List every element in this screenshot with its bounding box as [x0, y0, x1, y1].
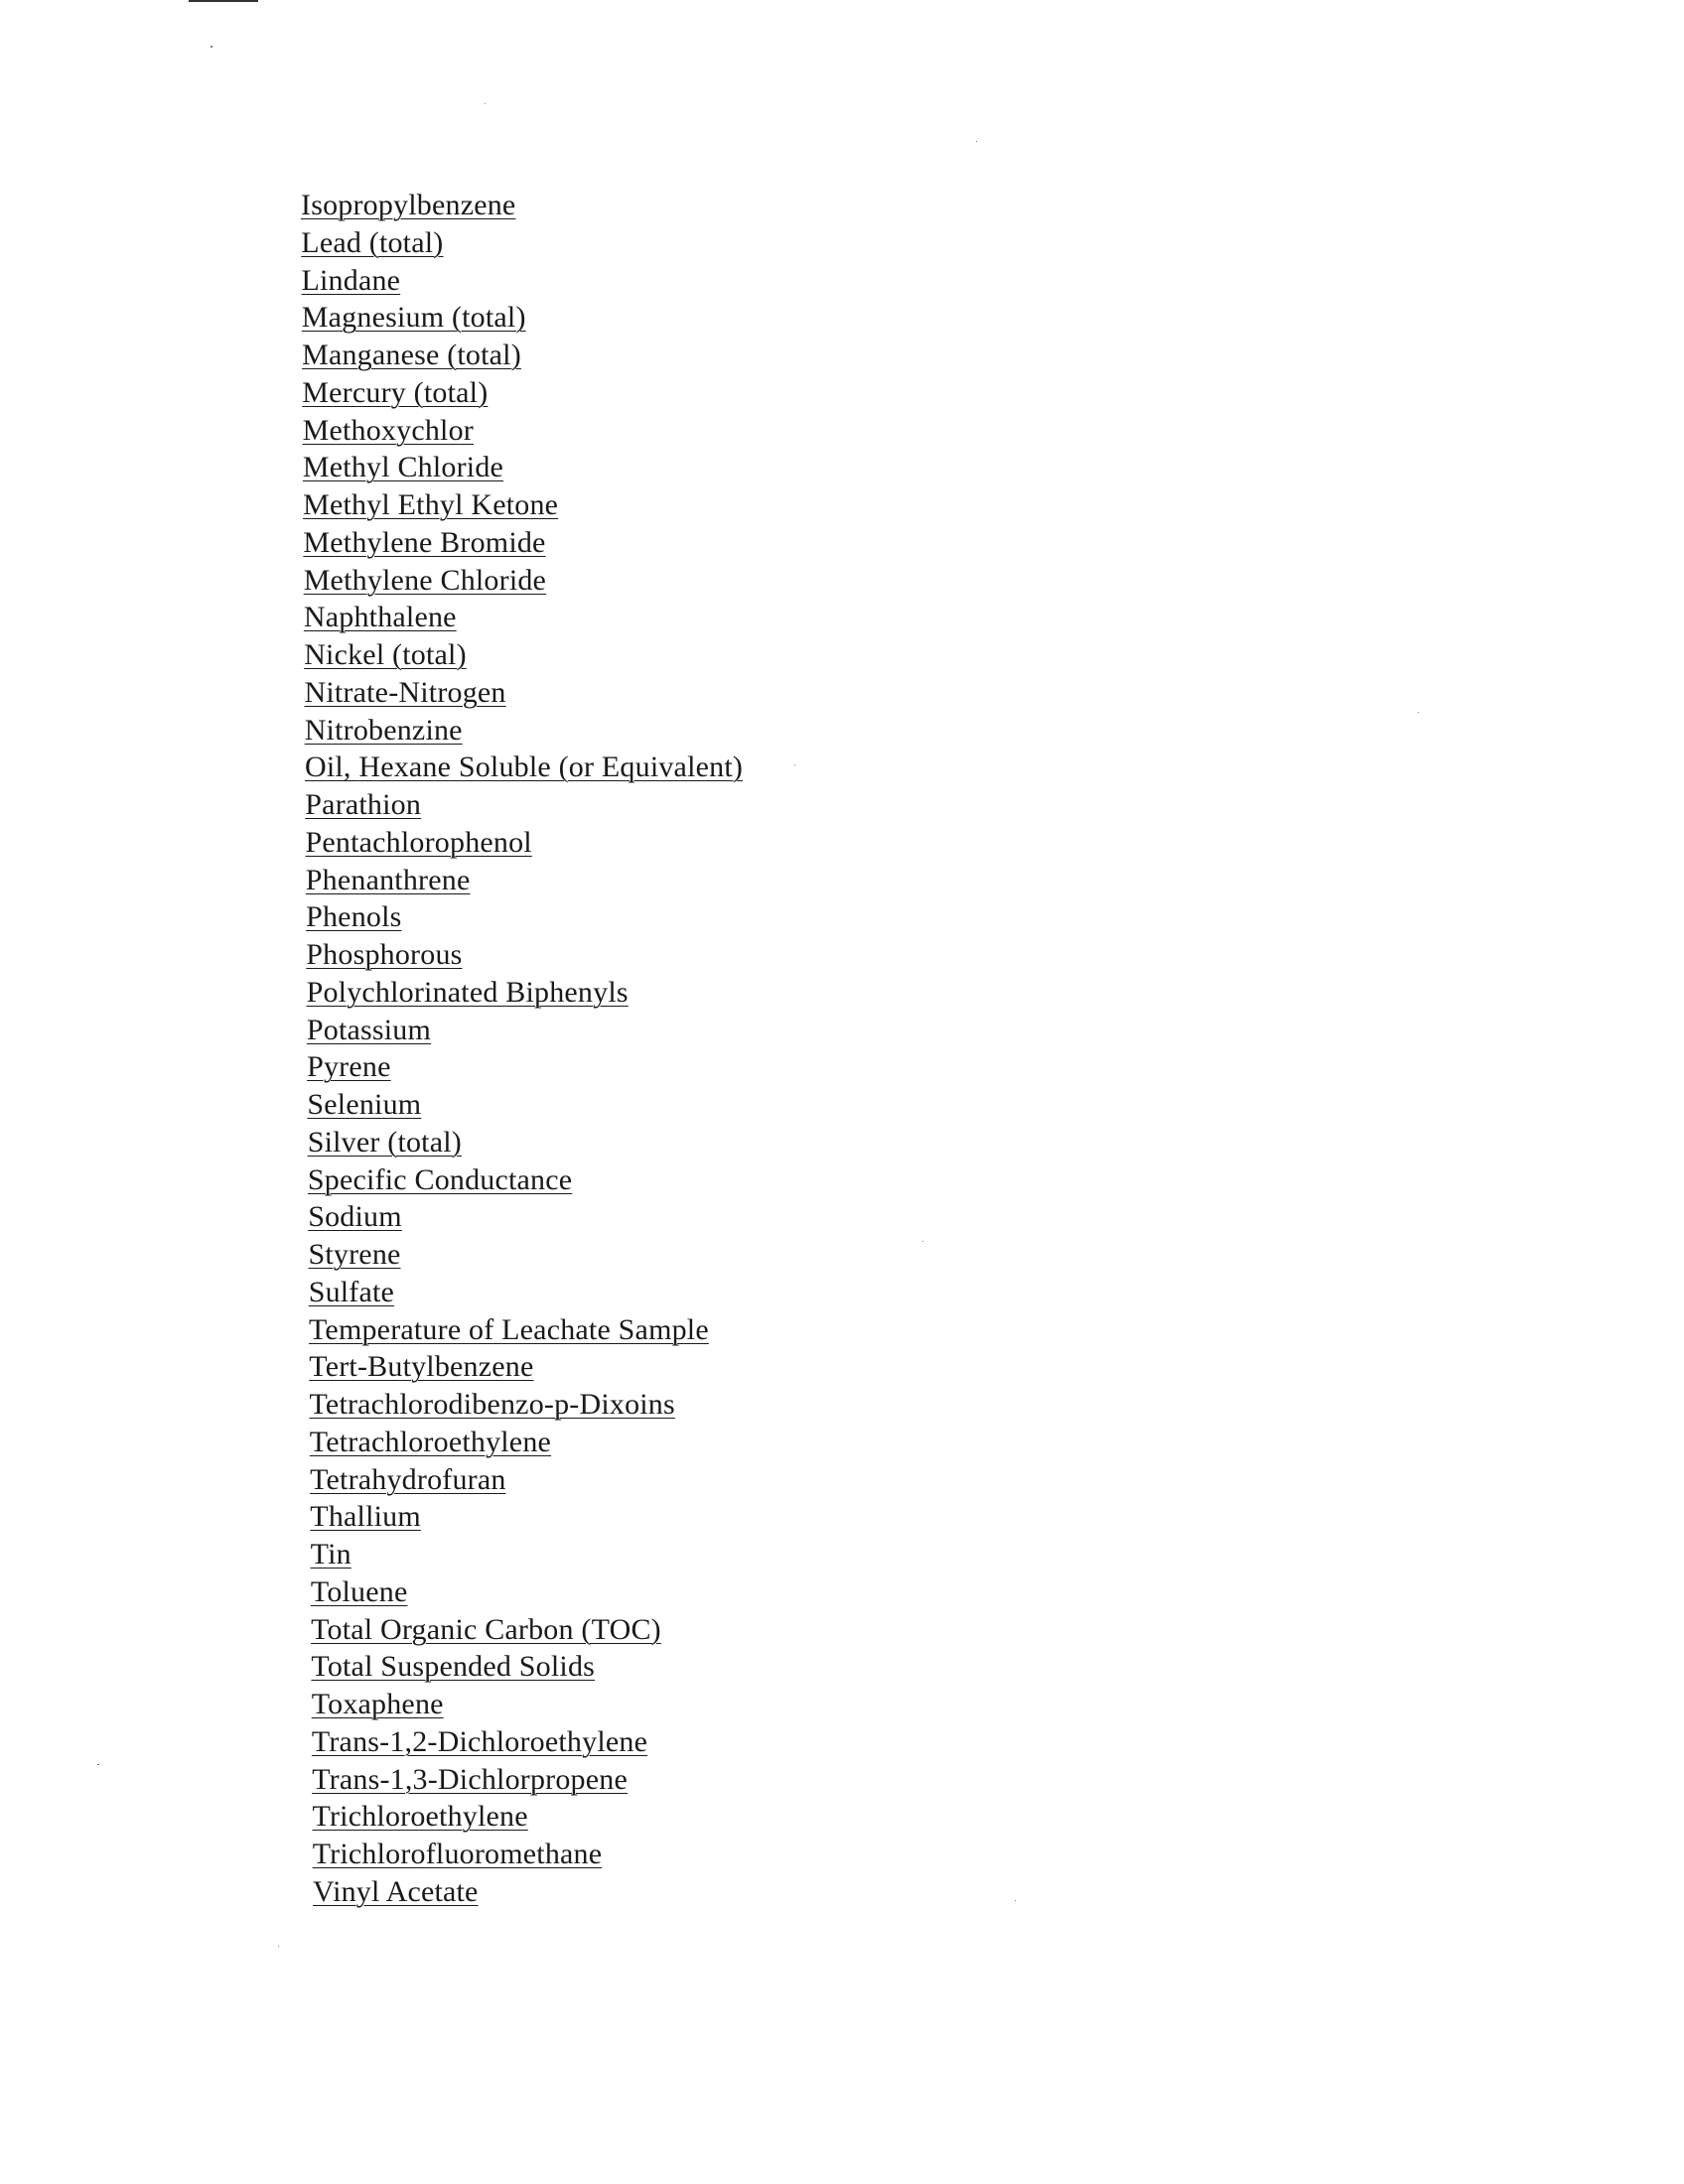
analyte-item [0, 299, 1192, 337]
analyte-item [0, 1536, 1192, 1573]
analyte-name: Manganese (total) [302, 339, 521, 371]
analyte-item [0, 262, 1192, 300]
analyte-item [0, 862, 1192, 899]
analyte-name: Pyrene [307, 1050, 391, 1084]
analyte-item [0, 1498, 1192, 1536]
analyte-item [0, 898, 1192, 936]
analyte-name: Tetrahydrofuran [310, 1462, 506, 1496]
analyte-name: Nitrate-Nitrogen [304, 675, 506, 709]
analyte-item [0, 1236, 1192, 1274]
analyte-item [0, 599, 1192, 636]
analyte-name: Methyl Ethyl Ketone [303, 488, 559, 521]
analyte-item [0, 1086, 1192, 1124]
analyte-name: Methylene Bromide [303, 525, 546, 559]
analyte-name: Specific Conductance [307, 1162, 573, 1196]
analyte-name: Polychlorinated Biphenyls [306, 975, 629, 1009]
analyte-item [0, 1461, 1192, 1499]
analyte-name: Total Suspended Solids [311, 1650, 596, 1684]
analyte-item [0, 562, 1192, 600]
analyte-name: Isopropylbenzene [301, 189, 516, 221]
analyte-item [0, 1198, 1192, 1236]
analyte-name: Tin [310, 1538, 351, 1570]
analyte-name: Potassium [306, 1013, 432, 1046]
analyte-item [0, 1573, 1192, 1611]
analyte-item [0, 1648, 1192, 1686]
analyte-name: Toluene [310, 1574, 408, 1608]
analyte-item [0, 749, 1192, 786]
analyte-name: Phosphorous [306, 938, 463, 971]
analyte-item [0, 1836, 1192, 1873]
analyte-name: Phenanthrene [305, 863, 471, 896]
analyte-item [0, 786, 1192, 824]
analyte-name: Trichloroethylene [312, 1800, 528, 1834]
analyte-item [0, 374, 1192, 412]
analyte-name: Tetrachloroethylene [309, 1425, 552, 1458]
analyte-item [0, 1686, 1192, 1723]
scan-speck [485, 103, 486, 104]
analyte-item [0, 1611, 1192, 1649]
analyte-item [0, 1761, 1192, 1799]
analyte-item [0, 712, 1192, 750]
analyte-item [0, 1161, 1192, 1199]
analyte-item [0, 824, 1192, 862]
analyte-item [0, 486, 1192, 524]
analyte-item [0, 1012, 1192, 1049]
analyte-name: Pentachlorophenol [305, 825, 532, 859]
analyte-name: Toxaphene [311, 1688, 444, 1720]
analyte-item [0, 1124, 1192, 1161]
analyte-name: Trans-1,3-Dichlorpropene [312, 1762, 628, 1796]
scan-speck [210, 46, 212, 48]
analyte-name: Phenols [306, 900, 402, 934]
analyte-name: Lead (total) [301, 225, 444, 259]
analyte-name: Total Organic Carbon (TOC) [311, 1612, 661, 1646]
analyte-item [0, 187, 1192, 224]
analyte-item [0, 337, 1192, 374]
analyte-item [0, 1386, 1192, 1424]
analyte-list [0, 187, 1192, 1911]
analyte-item [0, 1873, 1192, 1911]
analyte-name: Lindane [301, 263, 401, 297]
analyte-name: Methyl Chloride [302, 451, 504, 484]
analyte-item [0, 412, 1192, 450]
analyte-name: Selenium [307, 1088, 422, 1121]
analyte-name: Trans-1,2-Dichloroethylene [311, 1724, 648, 1758]
analyte-item [0, 974, 1192, 1012]
analyte-name: Parathion [305, 788, 422, 821]
analyte-name: Nitrobenzine [304, 713, 463, 747]
analyte-name: Sodium [308, 1200, 402, 1234]
analyte-item [0, 224, 1192, 262]
analyte-item [0, 636, 1192, 674]
analyte-name: Tetrachlorodibenzo-p-Dixoins [309, 1388, 675, 1421]
analyte-item [0, 1274, 1192, 1311]
analyte-item [0, 1048, 1192, 1086]
analyte-item [0, 1424, 1192, 1461]
analyte-name: Methoxychlor [302, 413, 474, 447]
analyte-item [0, 936, 1192, 974]
analyte-name: Tert-Butylbenzene [309, 1350, 534, 1384]
top-rule-mark [189, 0, 258, 2]
analyte-name: Naphthalene [303, 601, 457, 634]
scan-speck [278, 1946, 279, 1947]
scan-speck [976, 141, 977, 142]
analyte-name: Thallium [310, 1500, 421, 1534]
scan-speck [1418, 712, 1419, 713]
analyte-item [0, 1311, 1192, 1349]
analyte-name: Silver (total) [307, 1125, 462, 1159]
analyte-item [0, 1723, 1192, 1761]
analyte-name: Nickel (total) [304, 638, 467, 671]
analyte-name: Sulfate [308, 1275, 395, 1308]
analyte-name: Vinyl Acetate [313, 1874, 479, 1908]
analyte-name: Magnesium (total) [301, 301, 526, 335]
analyte-name: Mercury (total) [302, 375, 489, 409]
analyte-item [0, 1348, 1192, 1386]
analyte-item [0, 674, 1192, 712]
analyte-name: Styrene [308, 1238, 401, 1271]
analyte-name: Methylene Chloride [303, 563, 547, 597]
analyte-item [0, 449, 1192, 486]
analyte-item [0, 1798, 1192, 1836]
analyte-name: Temperature of Leachate Sample [309, 1312, 709, 1346]
analyte-name: Trichlorofluoromethane [312, 1838, 603, 1870]
analyte-name: Oil, Hexane Soluble (or Equivalent) [305, 751, 744, 784]
analyte-item [0, 524, 1192, 562]
